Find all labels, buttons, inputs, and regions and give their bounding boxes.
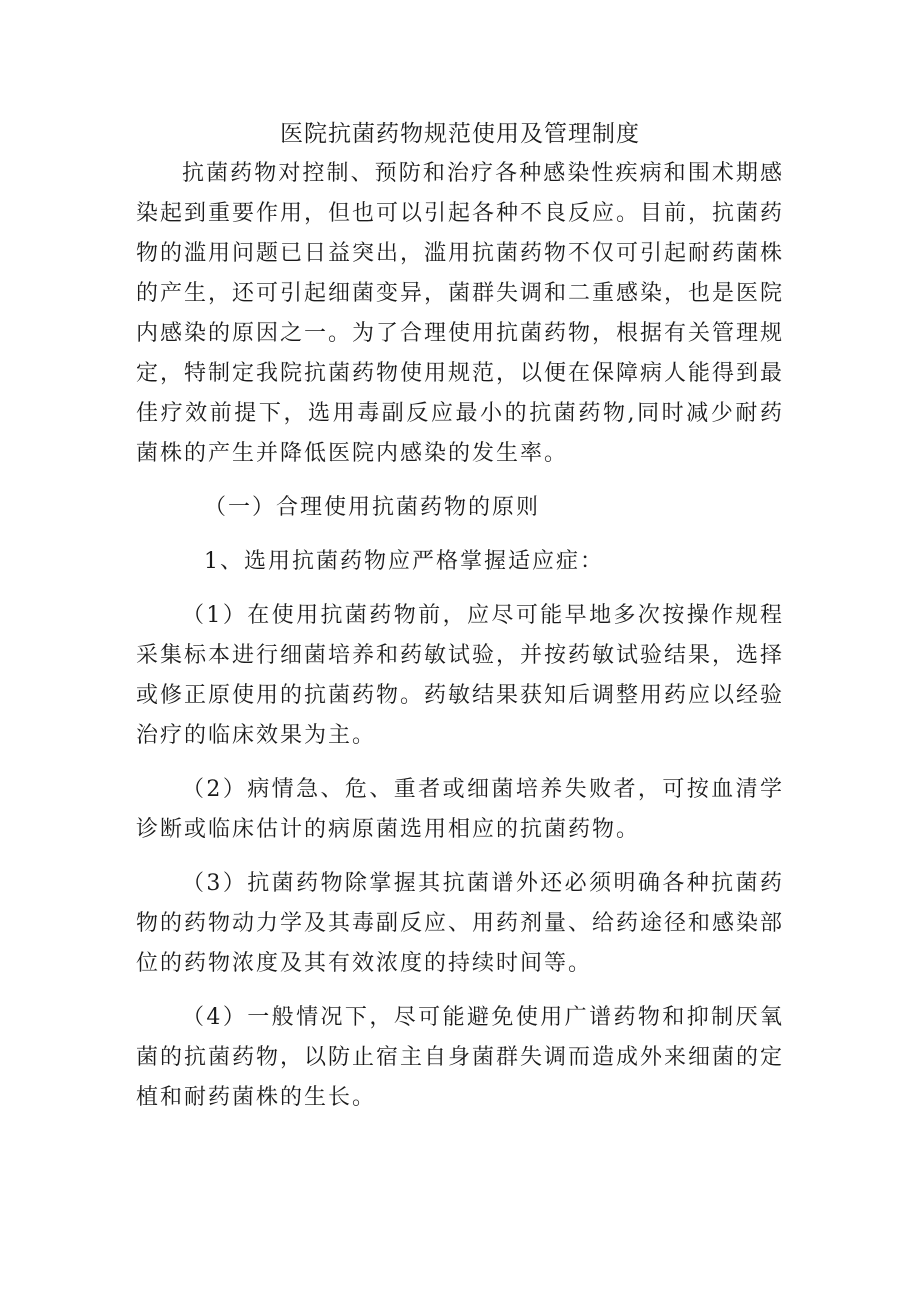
section-heading: （一）合理使用抗菌药物的原则	[204, 495, 541, 520]
document-title: 医院抗菌药物规范使用及管理制度	[280, 121, 640, 147]
item-paragraph-2: （2）病情急、危、重者或细菌培养失败者，可按血清学诊断或临床估计的病原菌选用相应的抗菌药物。	[136, 777, 784, 842]
item-paragraph-3: （3）抗菌药物除掌握其抗菌谱外还必须明确各种抗菌药物的药物动力学及其毒副反应、用药剂量、给药途径和感染部位的药物浓度及其有效浓度的持续时间等。	[136, 871, 785, 976]
intro-paragraph: 抗菌药物对控制、预防和治疗各种感染性疾病和围术期感染起到重要作用，但也可以引起各种不良反应。目前，抗菌药物的滥用问题已日益突出，滥用抗菌药物不仅可引起耐药菌株的产生，还可引起细菌变异，菌群失调和二重感染，也是医院内感染的原因之一。为了合理使用抗菌药物，根据有关管理规定，特制定我院抗菌药物使用规范，以便在保障病人能得到最佳疗效前提下，选用毒副反应最小的抗菌药物,同时减少耐药菌株的产生并降低医院内感染的发生率。	[136, 161, 785, 466]
item-paragraph-4: （4）一般情况下，尽可能避免使用广谱药物和抑制厌氧菌的抗菌药物，以防止宿主自身菌群失调而造成外来细菌的定植和耐药菌株的生长。	[136, 1005, 785, 1110]
sub-heading: 1、选用抗菌药物应严格掌握适应症：	[204, 549, 604, 574]
item-paragraph-1: （1）在使用抗菌药物前，应尽可能早地多次按操作规程采集标本进行细菌培养和药敏试验，并按药敏试验结果，选择或修正原使用的抗菌药物。药敏结果获知后调整用药应以经验治疗的临床效果为主。	[136, 603, 785, 748]
